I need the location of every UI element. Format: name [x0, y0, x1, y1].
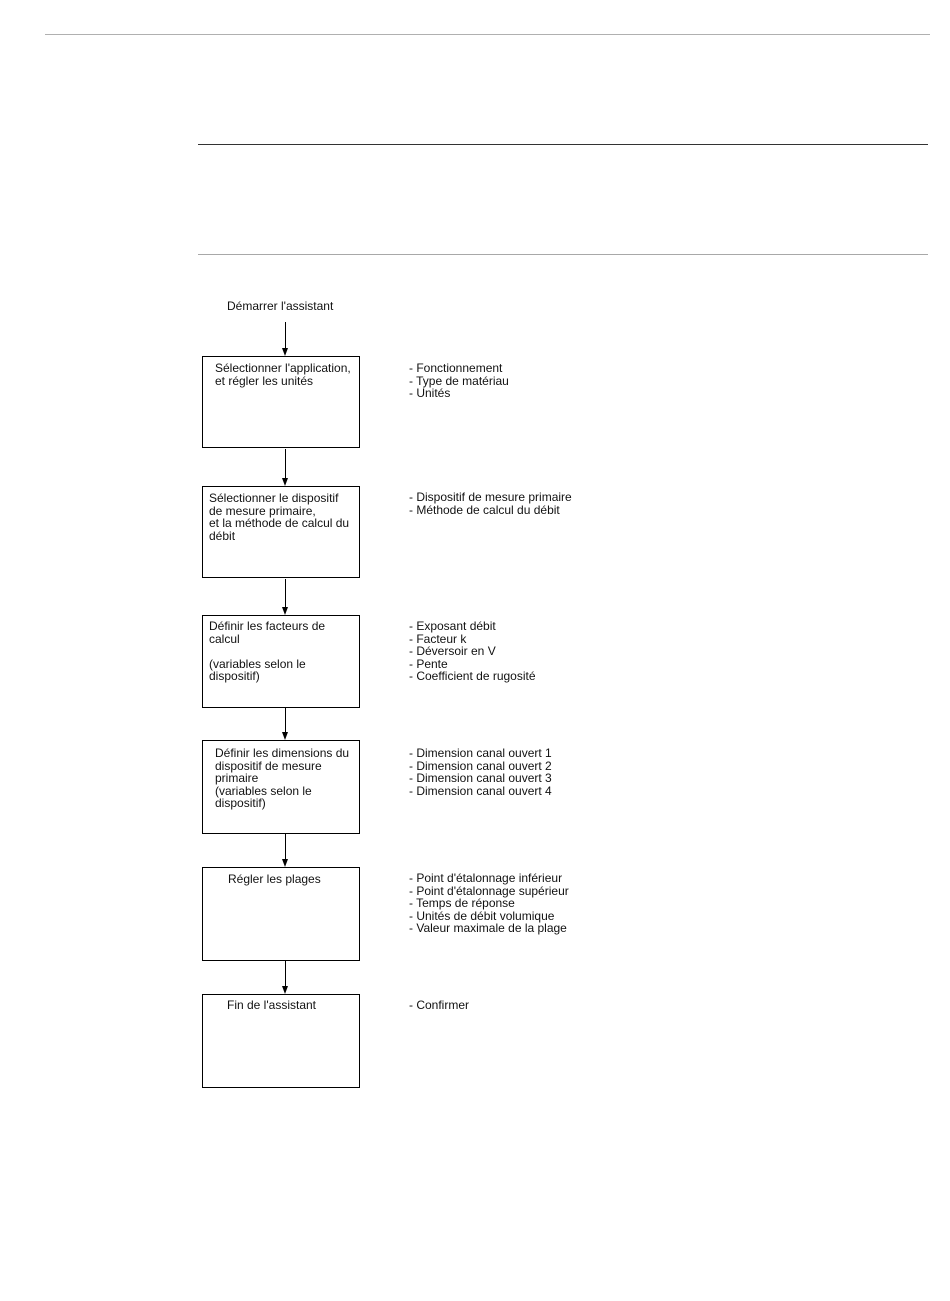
flow-arrow — [283, 834, 289, 867]
flowchart-step-label: Régler les plages — [228, 872, 321, 886]
parameter-item: - Dimension canal ouvert 3 — [409, 771, 552, 785]
arrowhead-icon — [282, 986, 288, 994]
parameter-item: - Pente — [409, 656, 448, 671]
parameter-item: - Valeur maximale de la plage — [409, 921, 567, 935]
parameter-item: - Dimension canal ouvert 2 — [409, 758, 552, 773]
arrowhead-icon — [282, 732, 288, 740]
flowchart-step-label: Sélectionner l'application, et régler les unités — [215, 361, 351, 388]
step-parameter-list — [409, 872, 569, 935]
parameter-item: - Fonctionnement — [409, 361, 503, 375]
section-bottom-rule — [198, 254, 928, 255]
parameter-item: - Unités — [409, 386, 451, 400]
step-parameter-list — [409, 620, 536, 683]
flowchart-step-label: Sélectionner le dispositif de mesure primaire, et la méthode de calcul du débit — [209, 491, 350, 543]
parameter-item: - Confirmer — [409, 998, 470, 1012]
flowchart-step-set-ranges — [202, 867, 360, 961]
flowchart-step-label: Fin de l'assistant — [227, 998, 316, 1012]
page-header-rule — [45, 34, 930, 35]
flow-arrow — [283, 961, 289, 994]
step-parameter-list — [409, 491, 572, 516]
flow-arrow — [283, 579, 289, 615]
arrowhead-icon — [282, 859, 288, 867]
flowchart-step-label: Définir les dimensions du dispositif de mesure primaire (variables selon le dispositif) — [215, 746, 350, 810]
parameter-item: - Dispositif de mesure primaire — [409, 490, 572, 504]
arrowhead-icon — [282, 348, 288, 356]
step-parameter-list — [409, 747, 552, 797]
section-top-rule — [198, 144, 928, 145]
flowchart-start-label: Démarrer l'assistant — [227, 299, 334, 313]
parameter-item: - Point d'étalonnage supérieur — [409, 883, 569, 898]
parameter-item: - Unités de débit volumique — [409, 908, 555, 923]
flowchart-step-device-dimensions — [202, 740, 360, 834]
parameter-item: - Déversoir en V — [409, 644, 496, 658]
parameter-item: - Dimension canal ouvert 4 — [409, 783, 552, 798]
flowchart-step-calculation-factors — [202, 615, 360, 708]
parameter-item: - Coefficient de rugosité — [409, 669, 536, 683]
parameter-item: - Méthode de calcul du débit — [409, 502, 560, 517]
flow-arrow — [283, 322, 289, 356]
step-parameter-list — [409, 999, 469, 1012]
flowchart-step-select-application — [202, 356, 360, 448]
flow-arrow — [283, 449, 289, 486]
parameter-item: - Temps de réponse — [409, 896, 515, 910]
arrowhead-icon — [282, 478, 288, 486]
parameter-item: - Point d'étalonnage inférieur — [409, 871, 563, 885]
flow-arrow — [283, 708, 289, 740]
parameter-item: - Dimension canal ouvert 1 — [409, 746, 552, 760]
parameter-item: - Exposant débit — [409, 619, 496, 633]
flowchart-step-select-primary-device — [202, 486, 360, 578]
flowchart-step-end-wizard — [202, 994, 360, 1088]
step-parameter-list — [409, 362, 509, 400]
parameter-item: - Facteur k — [409, 631, 467, 646]
flowchart-step-label: Définir les facteurs de calcul (variables selon le dispositif) — [209, 619, 326, 683]
parameter-item: - Type de matériau — [409, 373, 509, 388]
arrowhead-icon — [282, 607, 288, 615]
